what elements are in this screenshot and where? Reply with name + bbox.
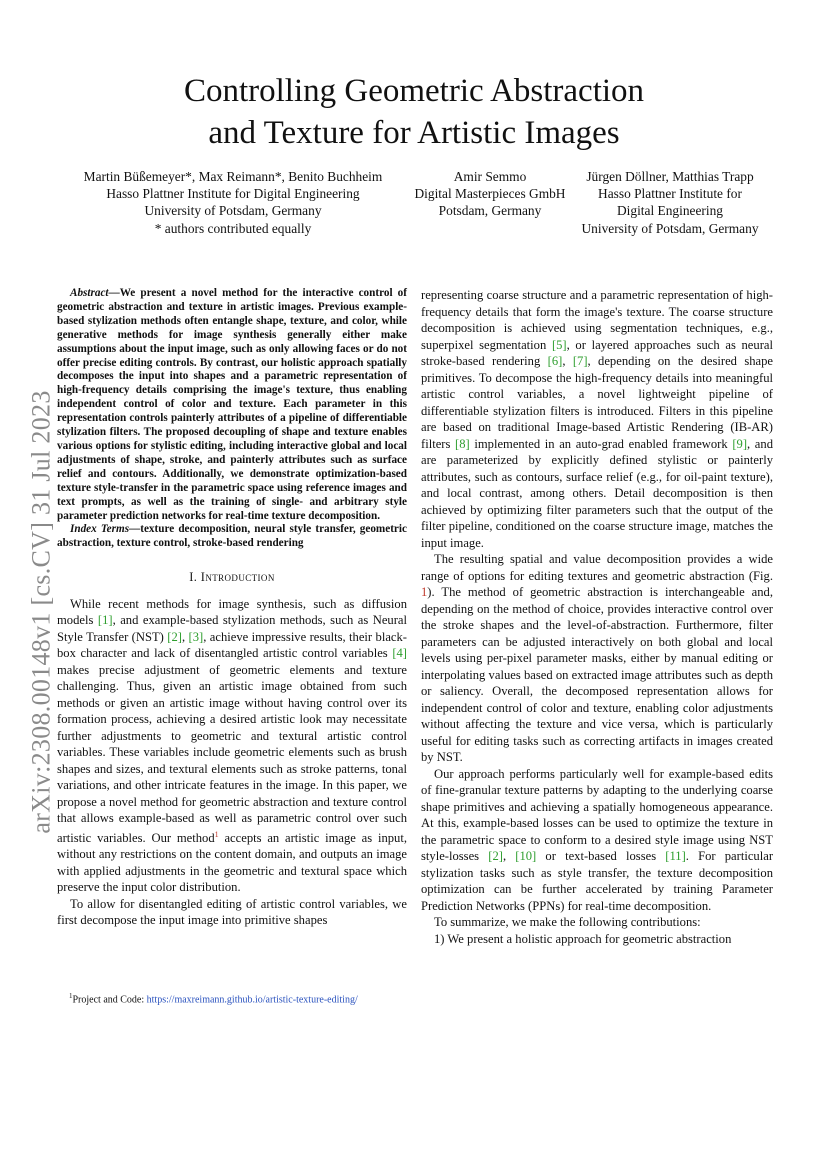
abstract: Abstract—We present a novel method for the interactive control of geometric abstraction and texture in artistic images. Previous example-based stylization methods often entangle shape, texture, and color, while generative methods for image synthesis generally either make assumptions about the input image, such as only allowing faces or do not offer precise editing controls. By contrast, our holistic approach spatially decomposes the input into shapes and a parametric representation of high-frequency details comprising the image's texture, thus enabling independent control of color and texture. Each parameter in this representation controls painterly attributes of a pipeline of differentiable stylization filters. The proposed decoupling of shape and texture enables various options for stylistic editing, including interactive global and local adjustments of shape, stroke, and painterly attributes such as surface relief and contours. Additionally, we demonstrate optimization-based texture style-transfer in the parametric space using reference images and text prompts, as well as the training of single- and arbitrary style parameter prediction networks for real-time texture decomposition. xyxy=(57,287,407,522)
footnote-marker[interactable]: 1 xyxy=(214,829,219,839)
footnote-label: Project and Code: xyxy=(72,994,147,1006)
index-terms-label: Index Terms xyxy=(70,523,130,536)
author-affiliation: Hasso Plattner Institute for Digital Engineering xyxy=(106,186,360,202)
author-affiliation: Hasso Plattner Institute for xyxy=(598,186,742,202)
author-note: * authors contributed equally xyxy=(154,220,312,236)
citation-link[interactable]: [11] xyxy=(665,849,686,863)
section-number: I. xyxy=(189,570,201,585)
author-names: Jürgen Döllner, Matthias Trapp xyxy=(586,169,754,184)
figure-ref-link[interactable]: 1 xyxy=(421,585,428,599)
intro-paragraph-1: While recent methods for image synthesis, such as diffusion models [1], and example-based stylization methods, such as Neural Style Transfer (NST) [2], [3], achieve impressive results, their black-box character and lack of disentangled artistic control variables [4] makes precise adjustment of geometric elements and texture challenging. Thus, given an artistic image obtained from such methods or given an artistic image without having control over its formation process, achieving a desired artistic look may necessitate further adjustments to geometric and textural artistic control variables. These variables include geometric elements such as brush shapes and sizes, and textural elements such as stroke patterns, tonal variations, and other intricate features in the image. In this paper, we propose a novel method for geometric abstraction and texture control that allows example-based as well as parametric control over such artistic variables. Our method$^1$ accepts an artistic image as input, without any restrictions on the content domain, and outputs an image with applied adjustments in the geometric and textural space which preserve the input color distribution. xyxy=(57,596,407,895)
contribution-item-1: 1) We present a holistic approach for geometric abstraction xyxy=(434,931,732,946)
paper-title xyxy=(0,70,828,154)
author-block-2 xyxy=(410,168,570,220)
author-affiliation: Potsdam, Germany xyxy=(438,203,542,219)
right-paragraph-4: To summarize, we make the following contributions: xyxy=(434,915,701,929)
arxiv-id: arXiv:2308.00148v1 [cs.CV] 31 Jul 2023 xyxy=(27,390,57,834)
section-heading xyxy=(57,569,407,586)
author-affiliation: University of Potsdam, Germany xyxy=(581,220,759,236)
citation-link[interactable]: [2] xyxy=(488,849,503,863)
left-column xyxy=(57,287,407,929)
citation-link[interactable]: [1] xyxy=(97,613,113,628)
citation-link[interactable]: [6] xyxy=(547,354,563,368)
index-terms: Index Terms—texture decomposition, neural style transfer, geometric abstraction, texture control, stroke-based rendering xyxy=(57,523,407,550)
abstract-label: Abstract xyxy=(70,287,109,299)
author-affiliation: Digital Engineering xyxy=(617,203,723,219)
project-url-link[interactable]: https://maxreimann.github.io/artistic-texture-editing/ xyxy=(146,994,358,1006)
citation-link[interactable]: [10] xyxy=(515,849,537,863)
footnote xyxy=(57,990,407,1006)
citation-link[interactable]: [2] xyxy=(167,629,182,644)
title-line-2: and Texture for Artistic Images xyxy=(208,115,620,151)
section-title: Introduction xyxy=(200,570,275,585)
author-names: Amir Semmo xyxy=(453,169,527,184)
citation-link[interactable]: [3] xyxy=(188,629,204,644)
citation-link[interactable]: [4] xyxy=(392,646,407,661)
author-names: Martin Büßemeyer*, Max Reimann*, Benito Buchheim xyxy=(83,169,383,184)
right-paragraph-3: Our approach performs particularly well for example-based edits of fine-granular texture patterns by adapting to the underlying coarse shape primitives and achieving a spatially homogeneous appearance. At this, example-based losses can be used to optimize the texture in the parametric space to conform to a desired style image using NST style-losses [2], [10] or text-based losses [11]. For particular stylization tasks such as style transfer, the texture decomposition optimization can be further accelerated by training Parameter Prediction Networks (PPNs) for real-time decomposition. xyxy=(421,766,774,913)
author-block-1 xyxy=(58,168,408,237)
right-paragraph-1: representing coarse structure and a parametric representation of high-frequency details that form the image's texture. The coarse structure decomposition is achieved using segmentation techniques, e.g., superpixel segmentation [5], or layered approaches such as neural stroke-based rendering [6], [7], depending on the desired shape primitives. To decompose the high-frequency details into meaningful artistic control variables, a novel lightweight pipeline of differentiable stylization filters is introduced. Filters in this pipeline are based on traditional Image-based Artistic Rendering (IB-AR) filters [8] implemented in an auto-grad enabled framework [9], and are parameterized by explicitly defined stylistic or painterly attributes, such as contours, surface relief (e.g., for oil-paint texture), and local contrast, among others. Detail decomposition is then achieved by optimizing filter parameters such that the output of the filter pipeline, conditioned on the coarse structure image, matches the input image. xyxy=(421,288,773,550)
author-affiliation: University of Potsdam, Germany xyxy=(144,203,322,219)
intro-paragraph-2: To allow for disentangled editing of artistic control variables, we first decompose the input image into primitive shapes xyxy=(57,896,407,928)
citation-link[interactable]: [8] xyxy=(455,436,470,451)
index-terms-text: texture decomposition, neural style transfer, geometric abstraction, texture control, stroke-based rendering xyxy=(57,523,407,550)
footnote-number: 1 xyxy=(69,992,73,1000)
author-affiliation: Digital Masterpieces GmbH xyxy=(414,186,566,202)
title-line-1: Controlling Geometric Abstraction xyxy=(183,73,645,109)
abstract-text: We present a novel method for the interactive control of geometric abstraction and texture in artistic images. Previous example-based stylization methods often entangle shape, texture, and color, while generative methods for image synthesis generally either make assumptions about the input image, such as only allowing faces or do not offer precise editing controls. By contrast, our holistic approach spatially decomposes the input into shapes and a parametric representation of high-frequency details comprising the image's texture, thus enabling independent control of color and texture. Each parameter in this representation controls painterly attributes of a pipeline of differentiable stylization filters. The proposed decoupling of shape and texture enables various options for stylistic editing, including interactive global and local adjustments of shape, stroke, and painterly attributes such as surface relief and contours. Additionally, we demonstrate optimization-based texture style-transfer in the parametric space using reference images and text prompts, as well as the training of single- and arbitrary style parameter prediction networks for real-time texture decomposition. xyxy=(57,287,407,522)
right-paragraph-2: The resulting spatial and value decomposition provides a wide range of options for editing textures and geometric abstraction (Fig. 1). The method of geometric abstraction is interchangeable and, depending on the method of choice, provides interactive control over the stroke shapes and the level-of-abstraction. Furthermore, filter parameters can be adjusted interactively on both global and local levels using per-pixel parameter masks, either by manual editing or interpolating values based on extracted image attributes such as depth or saliency. Overall, the decomposed representation allows for independent control of color and texture, enabling color adjustments without affecting the texture and vice versa, which is particularly useful for editing tasks such as correcting artifacts in images created by NST. xyxy=(421,552,773,764)
right-column xyxy=(421,287,773,947)
citation-link[interactable]: [5] xyxy=(551,337,567,352)
citation-link[interactable]: [7] xyxy=(572,354,588,368)
arxiv-stamp xyxy=(22,372,62,852)
citation-link[interactable]: [9] xyxy=(732,436,748,451)
author-block-3 xyxy=(570,168,770,237)
